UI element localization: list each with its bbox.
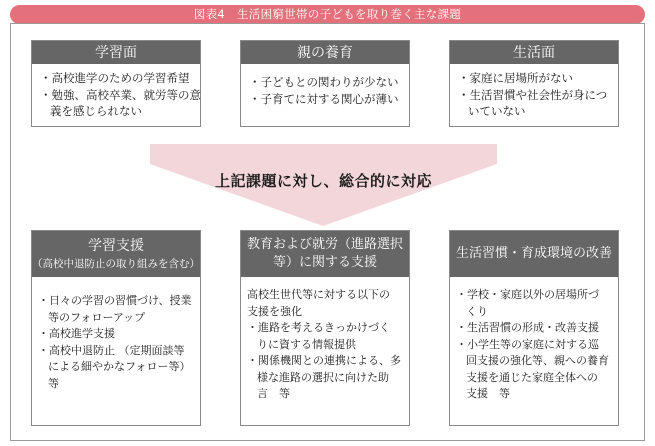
support-line: 回支援の強化等、親への養育 xyxy=(466,354,609,367)
support-line: ・関係機関との連携による、多 xyxy=(247,354,401,367)
issue-box-parenting-body xyxy=(241,64,409,111)
issue-box-learning xyxy=(31,40,201,127)
support-line: ・日々の学習の習慣づけ、授業 xyxy=(38,294,192,307)
issue-box-daily-life-header xyxy=(450,41,618,64)
support-heading: 教育および就労（進路選択 xyxy=(246,237,403,252)
support-line: 等 xyxy=(48,376,59,390)
issue-line: 義を感じられない xyxy=(50,104,142,118)
support-subheading: （高校中退防止の取り組みを含む） xyxy=(32,258,200,270)
support-line: 高校生世代等に対する以下の xyxy=(247,288,390,301)
issue-line: ・子育てに対する関心が薄い xyxy=(249,91,399,106)
support-line: ・小学生等の家庭に対する巡 xyxy=(456,337,599,351)
issue-line: ・家庭に居場所がない xyxy=(458,71,573,85)
issue-box-learning-header xyxy=(32,41,200,64)
support-line: ・高校進学支援 xyxy=(38,327,115,340)
support-line: 言 等 xyxy=(257,387,290,400)
support-line: による細やかなフォロー等） xyxy=(48,360,191,373)
issue-box-daily-life xyxy=(449,40,619,127)
support-box-education-employment xyxy=(240,230,410,426)
issue-box-parenting xyxy=(240,40,410,127)
issue-heading: 親の養育 xyxy=(297,44,353,61)
issue-box-daily-life-body xyxy=(450,64,618,124)
figure-title-bar xyxy=(10,5,645,24)
support-box-learning xyxy=(31,230,201,426)
support-line: りに資する情報提供 xyxy=(257,337,356,351)
arrow-label: 上記課題に対し、総合的に対応 xyxy=(214,172,432,190)
support-line: 支援を強化 xyxy=(247,304,302,318)
issue-heading: 生活面 xyxy=(513,44,555,61)
issue-line: ・生活習慣や社会性が身につ xyxy=(458,87,608,102)
issue-heading: 学習面 xyxy=(95,44,137,61)
issue-line: ・高校進学のための学習希望 xyxy=(40,71,190,85)
issue-line: ・勉強、高校卒業、就労等の意 xyxy=(40,87,201,102)
support-box-learning-header xyxy=(32,231,200,277)
issue-line: いていない xyxy=(468,104,526,118)
support-heading-line2: 等）に関する支援 xyxy=(272,255,377,270)
support-box-education-employment-body xyxy=(241,277,409,407)
support-box-education-employment-header xyxy=(241,231,409,277)
support-line: くり xyxy=(466,304,488,318)
support-box-lifestyle-header xyxy=(450,231,618,277)
support-line: 支援を通じた家庭全体への xyxy=(466,370,598,384)
support-line: ・高校中退防止 （定期面談等 xyxy=(38,343,185,357)
support-line: 等のフォローアップ xyxy=(48,310,146,324)
issue-box-learning-body xyxy=(32,64,200,124)
support-heading: 学習支援 xyxy=(88,238,144,254)
support-box-lifestyle xyxy=(449,230,619,426)
support-line: 支援 等 xyxy=(466,387,510,400)
figure-number: 図表4 xyxy=(193,7,225,21)
issue-line: ・子どもとの関わりが少ない xyxy=(249,75,399,89)
support-line: ・学校・家庭以外の居場所づ xyxy=(456,288,599,301)
issue-box-parenting-header xyxy=(241,41,409,64)
down-arrow xyxy=(150,144,497,226)
support-box-lifestyle-body xyxy=(450,277,618,407)
support-line: ・生活習慣の形成・改善支援 xyxy=(456,321,599,334)
figure-title: 生活困窮世帯の子どもを取り巻く主な課題 xyxy=(237,7,462,21)
support-line: ・進路を考えるきっかけづく xyxy=(247,321,390,334)
support-heading: 生活習慣・育成環境の改善 xyxy=(455,246,612,261)
support-box-learning-body xyxy=(32,277,200,396)
support-line: 様な進路の選択に向けた助 xyxy=(257,370,389,384)
